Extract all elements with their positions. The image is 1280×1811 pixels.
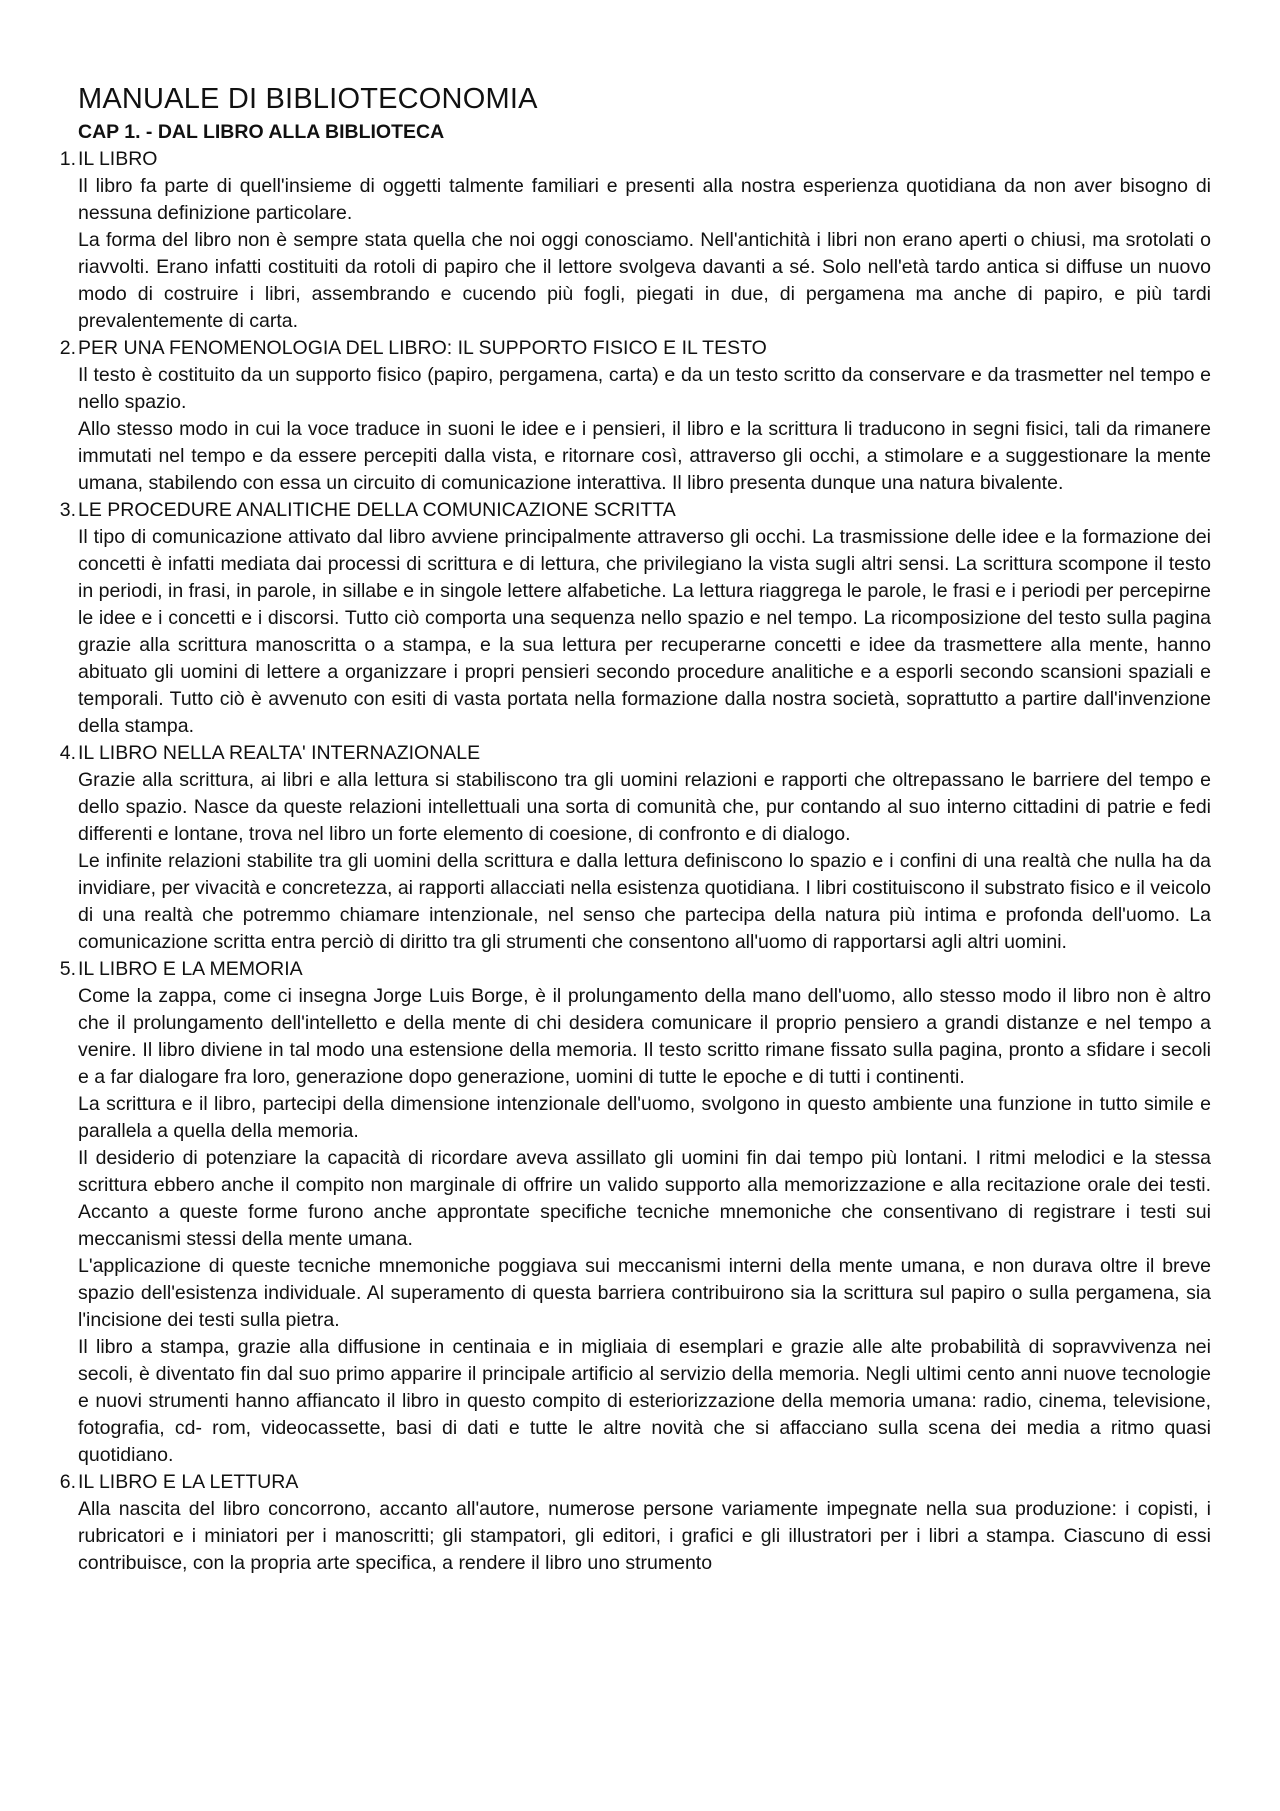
- paragraph: Grazie alla scrittura, ai libri e alla lettura si stabiliscono tra gli uomini relazioni e rapporti che oltrepassano le barriere del tempo e dello spazio. Nasce da queste relazioni intellettuali una sorta di comunità che, pur contando al suo interno cittadini di patrie e fedi differenti e lontane, trova nel libro un forte elemento di coesione, di confronto e di dialogo.: [78, 769, 1211, 845]
- section-title: IL LIBRO E LA MEMORIA: [78, 958, 303, 980]
- section-title: PER UNA FENOMENOLOGIA DEL LIBRO: IL SUPPORTO FISICO E IL TESTO: [78, 337, 767, 359]
- section-number: 4.: [59, 742, 76, 764]
- section-heading: [59, 497, 1211, 524]
- section-2: [59, 335, 1211, 497]
- paragraph: Alla nascita del libro concorrono, accanto all'autore, numerose persone variamente impegnate nella sua produzione: i copisti, i rubricatori e i miniatori per i manoscritti; gli stampatori, gli editori, i grafici e gli illustratori per i libri a stampa. Ciascuno di essi contribuisce, con la propria arte specifica, a rendere il libro uno strumento: [78, 1498, 1211, 1574]
- chapter-title: CAP 1. - DAL LIBRO ALLA BIBLIOTECA: [78, 121, 445, 143]
- section-1: [59, 146, 1211, 335]
- section-number: 1.: [59, 148, 76, 170]
- section-number: 5.: [59, 958, 76, 980]
- paragraph: Come la zappa, come ci insegna Jorge Luis Borge, è il prolungamento della mano dell'uomo, allo stesso modo il libro non è altro che il prolungamento dell'intelletto e della mente di chi desidera comunicare il proprio pensiero a grandi distanze e nel tempo a venire. Il libro diviene in tal modo una estensione della memoria. Il testo scritto rimane fissato sulla pagina, pronto a sfidare i secoli e a far dialogare fra loro, generazione dopo generazione, uomini di tutte le epoche e di tutti i continenti.: [78, 985, 1211, 1088]
- paragraph: Il libro fa parte di quell'insieme di oggetti talmente familiari e presenti alla nostra esperienza quotidiana da non aver bisogno di nessuna definizione particolare.: [78, 175, 1211, 224]
- section-heading: [59, 1469, 1211, 1496]
- section-number: 3.: [59, 499, 76, 521]
- paragraph: Il desiderio di potenziare la capacità di ricordare aveva assillato gli uomini fin dai tempo più lontani. I ritmi melodici e la stessa scrittura ebbero anche il compito non marginale di offrire un valido supporto alla memorizzazione e alla recitazione orale dei testi. Accanto a queste forme furono anche approntate specifiche tecniche mnemoniche che consentivano di registrare i testi sui meccanismi stessi della mente umana.: [78, 1147, 1211, 1250]
- section-heading: [59, 335, 1211, 362]
- paragraph: La forma del libro non è sempre stata quella che noi oggi conosciamo. Nell'antichità i libri non erano aperti o chiusi, ma srotolati o riavvolti. Erano infatti costituiti da rotoli di papiro che il lettore svolgeva davanti a sé. Solo nell'età tardo antica si diffuse un nuovo modo di costruire i libri, assembrando e cucendo più fogli, piegati in due, di pergamena ma anche di papiro, e più tardi prevalentemente di carta.: [78, 229, 1211, 332]
- section-title: LE PROCEDURE ANALITICHE DELLA COMUNICAZIONE SCRITTA: [78, 499, 676, 521]
- section-6: [59, 1469, 1211, 1577]
- section-heading: [59, 740, 1211, 767]
- paragraph: Le infinite relazioni stabilite tra gli uomini della scrittura e dalla lettura definiscono lo spazio e i confini di una realtà che nulla ha da invidiare, per vivacità e concretezza, ai rapporti allacciati nella esistenza quotidiana. I libri costituiscono il substrato fisico e il veicolo di una realtà che potremmo chiamare intenzionale, nel senso che partecipa della natura più intima e profonda dell'uomo. La comunicazione scritta entra perciò di diritto tra gli strumenti che consentono all'uomo di rapportarsi agli altri uomini.: [78, 850, 1211, 953]
- paragraph: Il tipo di comunicazione attivato dal libro avviene principalmente attraverso gli occhi. La trasmissione delle idee e la formazione dei concetti è infatti mediata dai processi di scrittura e di lettura, che privilegiano la vista sugli altri sensi. La scrittura scompone il testo in periodi, in frasi, in parole, in sillabe e in singole lettere alfabetiche. La lettura riaggrega le parole, le frasi e i periodi per percepirne le idee e i concetti e i discorsi. Tutto ciò comporta una sequenza nello spazio e nel tempo. La ricomposizione del testo sulla pagina grazie alla scrittura manoscritta o a stampa, e la sua lettura per recuperarne concetti e idee da trasmettere alla mente, hanno abituato gli uomini di lettere a organizzare i propri pensieri secondo procedure analitiche e a esporli secondo scansioni spaziali e temporali. Tutto ciò è avvenuto con esiti di vasta portata nella formazione dalla nostra società, soprattutto a partire dall'invenzione della stampa.: [78, 526, 1211, 737]
- section-number: 6.: [59, 1471, 76, 1493]
- section-title: IL LIBRO E LA LETTURA: [78, 1471, 299, 1493]
- section-title: IL LIBRO NELLA REALTA' INTERNAZIONALE: [78, 742, 481, 764]
- paragraph: La scrittura e il libro, partecipi della dimensione intenzionale dell'uomo, svolgono in questo ambiente una funzione in tutto simile e parallela a quella della memoria.: [78, 1093, 1211, 1142]
- section-3: [59, 497, 1211, 740]
- paragraph: Il libro a stampa, grazie alla diffusione in centinaia e in migliaia di esemplari e grazie alle alte probabilità di sopravvivenza nei secoli, è diventato fin dal suo primo apparire il principale artificio al servizio della memoria. Negli ultimi cento anni nuove tecnologie e nuovi strumenti hanno affiancato il libro in questo compito di esteriorizzazione della memoria umana: radio, cinema, televisione, fotografia, cd- rom, videocassette, basi di dati e tutte le altre novità che si affacciano sulla scena dei media a ritmo quasi quotidiano.: [78, 1336, 1211, 1466]
- section-title: IL LIBRO: [78, 148, 158, 170]
- paragraph: Allo stesso modo in cui la voce traduce in suoni le idee e i pensieri, il libro e la scrittura li traducono in segni fisici, tali da rimanere immutati nel tempo e da essere percepiti dalla vista, e ritornare così, attraverso gli occhi, a stimolare e a suggestionare la mente umana, stabilendo con essa un circuito di comunicazione interattiva. Il libro presenta dunque una natura bivalente.: [78, 418, 1211, 494]
- section-heading: [59, 146, 1211, 173]
- section-list: [59, 146, 1211, 1577]
- paragraph: Il testo è costituito da un supporto fisico (papiro, pergamena, carta) e da un testo scritto da conservare e da trasmetter nel tempo e nello spazio.: [78, 364, 1211, 413]
- section-5: [59, 956, 1211, 1469]
- section-heading: [59, 956, 1211, 983]
- paragraph: L'applicazione di queste tecniche mnemoniche poggiava sui meccanismi interni della mente umana, e non durava oltre il breve spazio dell'esistenza individuale. Al superamento di questa barriera contribuirono sia la scrittura sul papiro o sulla pergamena, sia l'incisione dei testi sulla pietra.: [78, 1255, 1211, 1331]
- section-4: [59, 740, 1211, 956]
- document-title: MANUALE DI BIBLIOTECONOMIA: [78, 83, 538, 115]
- section-number: 2.: [59, 337, 76, 359]
